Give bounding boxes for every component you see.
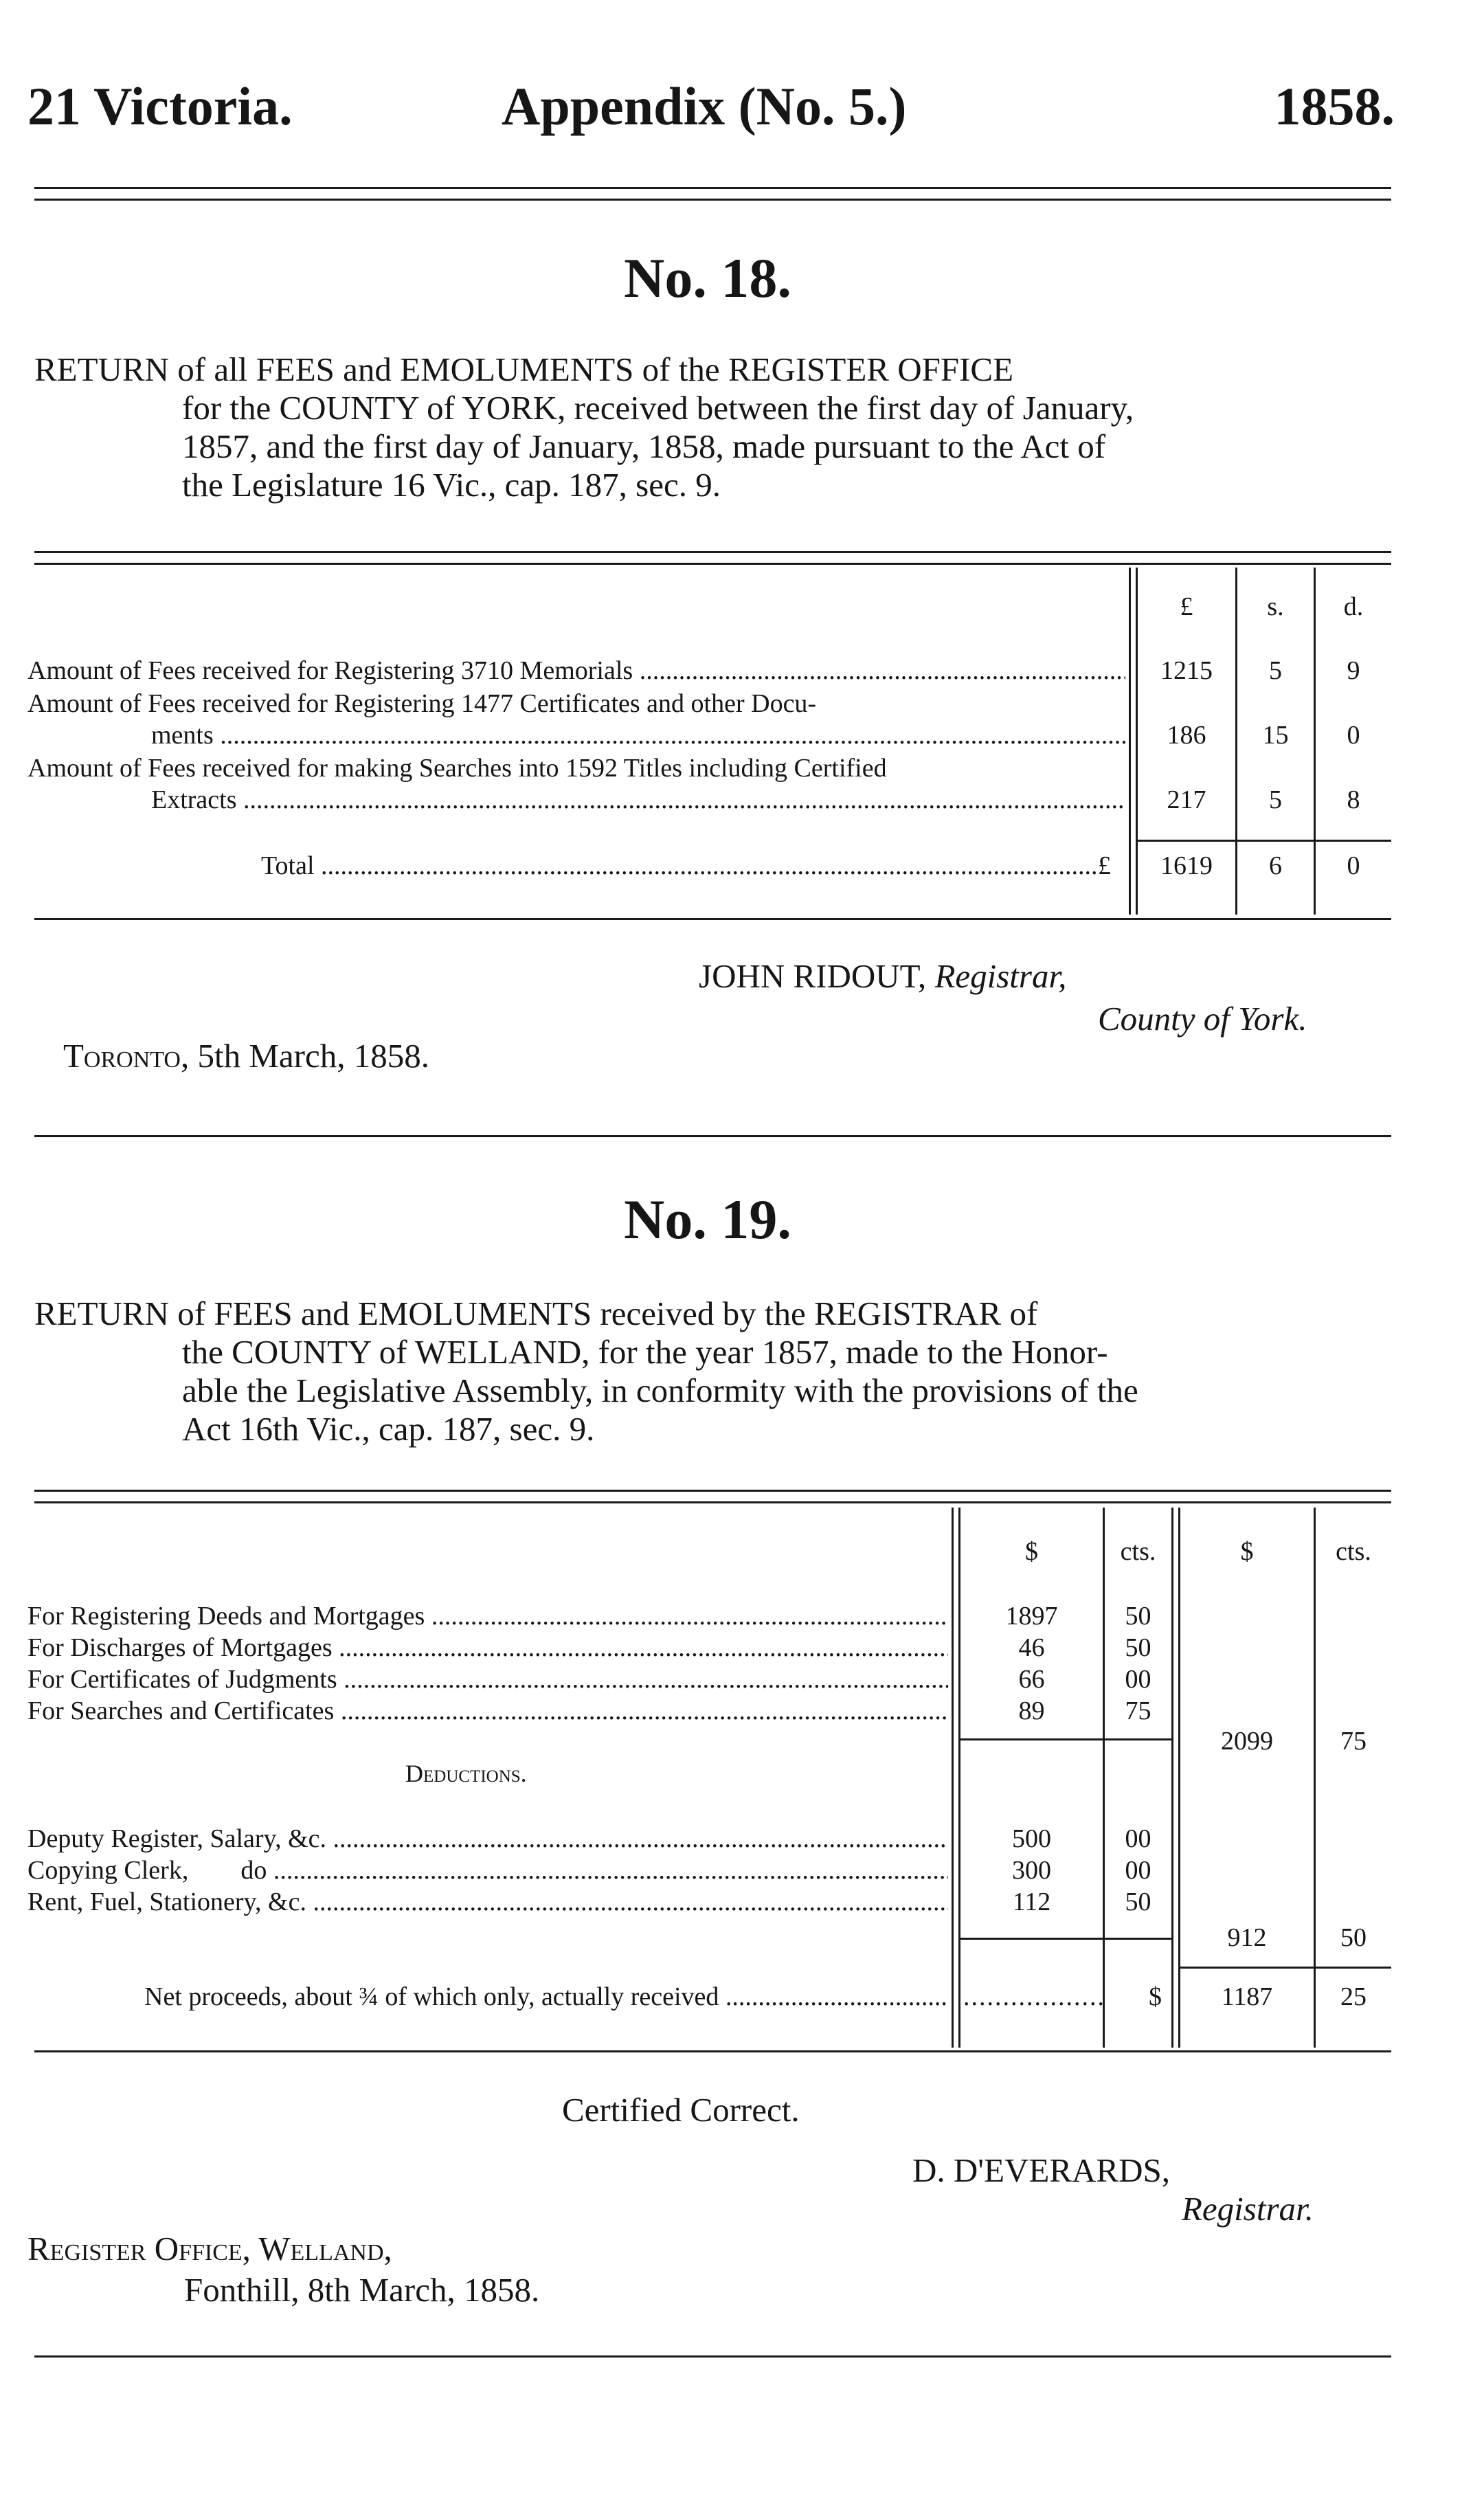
deduction-cents: 00 bbox=[1125, 1856, 1151, 1885]
row-pence: 8 bbox=[1347, 785, 1360, 814]
net-proceeds-label: Net proceeds, about ¾ of which only, actually received ..... bbox=[144, 1982, 948, 2012]
table-row-label-cont: Extracts ..... bbox=[151, 785, 1125, 815]
table-19-top-rule bbox=[34, 1490, 1391, 1503]
title-line: the COUNTY of WELLAND, for the year 1857, made to the Honor- bbox=[182, 1333, 1108, 1371]
title-line: the Legislature 16 Vic., cap. 187, sec. 9. bbox=[182, 466, 721, 504]
income-total-cents: 75 bbox=[1340, 1727, 1367, 1756]
column-head-dollars: $ bbox=[1025, 1537, 1038, 1566]
running-head bbox=[27, 76, 1395, 144]
deduction-cents: 00 bbox=[1125, 1824, 1151, 1853]
deduction-row-label: Copying Clerk, do ..... bbox=[27, 1855, 948, 1885]
column-head-cents-total: cts. bbox=[1336, 1537, 1371, 1566]
income-dollars: 1897 bbox=[1005, 1602, 1058, 1631]
certification: Certified Correct. bbox=[562, 2091, 800, 2129]
table-18-bottom-rule bbox=[34, 918, 1391, 920]
deduction-dollars: 300 bbox=[1012, 1856, 1051, 1885]
signatory-title: Registrar. bbox=[1182, 2190, 1314, 2228]
row-pounds: 1215 bbox=[1160, 656, 1213, 685]
signature-18 bbox=[699, 956, 1066, 996]
income-row-label: For Registering Deeds and Mortgages ..... bbox=[27, 1601, 948, 1631]
date: 5th March, 1858. bbox=[197, 1037, 429, 1075]
return-19-number: No. 19. bbox=[624, 1188, 791, 1251]
title-line: Act 16th Vic., cap. 187, sec. 9. bbox=[182, 1410, 595, 1448]
column-head-shillings: s. bbox=[1267, 592, 1284, 621]
signatory-name: D. D'EVERARDS, bbox=[912, 2151, 1170, 2189]
net-dollars: 1187 bbox=[1221, 1982, 1273, 2011]
deduction-dollars: 112 bbox=[1012, 1888, 1051, 1916]
column-head-cents: cts. bbox=[1120, 1537, 1156, 1566]
column-head-dollars-total: $ bbox=[1240, 1537, 1254, 1566]
table-row-label: Amount of Fees received for Registering 1477 Certificates and other Docu- bbox=[27, 689, 817, 718]
total-currency: £ bbox=[1098, 851, 1111, 880]
register-office: Register Office, Welland, bbox=[27, 2230, 392, 2268]
income-cents: 50 bbox=[1125, 1633, 1151, 1662]
income-dollars: 66 bbox=[1018, 1665, 1045, 1694]
income-row-label: For Discharges of Mortgages ..... bbox=[27, 1633, 948, 1663]
signatory-title: Registrar, bbox=[934, 957, 1067, 995]
net-leader-dots: .................. bbox=[963, 1982, 1105, 2011]
row-pence: 9 bbox=[1347, 656, 1360, 685]
place-date-18 bbox=[63, 1036, 429, 1075]
income-dollars: 89 bbox=[1018, 1697, 1045, 1725]
net-currency: $ bbox=[1149, 1982, 1162, 2011]
deductions-total-cents: 50 bbox=[1340, 1923, 1367, 1952]
row-pence: 0 bbox=[1347, 721, 1360, 750]
total-shillings: 6 bbox=[1269, 851, 1282, 880]
table-18 bbox=[27, 568, 1391, 915]
section-divider bbox=[34, 1135, 1391, 1137]
return-19-title bbox=[34, 1295, 1391, 1448]
row-shillings: 5 bbox=[1269, 656, 1282, 685]
income-total-dollars: 2099 bbox=[1221, 1727, 1273, 1756]
total-label: Total ..... bbox=[261, 851, 1096, 881]
total-pence: 0 bbox=[1347, 851, 1360, 880]
deduction-row-label: Rent, Fuel, Stationery, &c. ..... bbox=[27, 1887, 948, 1917]
row-pounds: 217 bbox=[1167, 785, 1206, 814]
signatory-county: County of York. bbox=[1098, 1000, 1307, 1038]
title-line: RETURN of FEES and EMOLUMENTS received by the REGISTRAR of bbox=[34, 1295, 1038, 1332]
income-row-label: For Searches and Certificates ..... bbox=[27, 1696, 948, 1726]
page-bottom-rule bbox=[34, 2355, 1391, 2358]
header-session: 21 Victoria. bbox=[27, 76, 293, 136]
header-double-rule bbox=[34, 187, 1391, 201]
income-cents: 50 bbox=[1125, 1602, 1151, 1631]
table-row-label: Amount of Fees received for Registering 3710 Memorials ..... bbox=[27, 656, 1125, 686]
header-year: 1858. bbox=[1274, 76, 1395, 136]
title-line: 1857, and the first day of January, 1858, made pursuant to the Act of bbox=[182, 427, 1106, 465]
title-line: able the Legislative Assembly, in conformity with the provisions of the bbox=[182, 1371, 1138, 1409]
column-head-pence: d. bbox=[1343, 592, 1364, 621]
table-row-label-cont: ments ..... bbox=[151, 720, 1125, 750]
deductions-total-dollars: 912 bbox=[1227, 1923, 1267, 1952]
net-cents: 25 bbox=[1340, 1982, 1367, 2011]
table-18-top-rule bbox=[34, 551, 1391, 565]
deduction-cents: 50 bbox=[1125, 1888, 1151, 1916]
row-pounds: 186 bbox=[1167, 721, 1206, 750]
header-appendix: Appendix (No. 5.) bbox=[502, 76, 907, 136]
deduction-row-label: Deputy Register, Salary, &c. ..... bbox=[27, 1824, 948, 1854]
deduction-dollars: 500 bbox=[1012, 1824, 1051, 1853]
place-date-19: Fonthill, 8th March, 1858. bbox=[184, 2271, 540, 2309]
income-cents: 00 bbox=[1125, 1665, 1151, 1694]
income-cents: 75 bbox=[1125, 1697, 1151, 1725]
column-head-pounds: £ bbox=[1180, 592, 1193, 621]
income-row-label: For Certificates of Judgments ..... bbox=[27, 1664, 948, 1694]
table-row-label: Amount of Fees received for making Searches into 1592 Titles including Certified bbox=[27, 754, 887, 783]
return-18-number: No. 18. bbox=[624, 247, 791, 309]
table-19 bbox=[27, 1508, 1391, 2048]
table-19-bottom-rule bbox=[34, 2050, 1391, 2052]
title-line: RETURN of all FEES and EMOLUMENTS of the REGISTER OFFICE bbox=[34, 350, 1014, 388]
total-pounds: 1619 bbox=[1160, 851, 1213, 880]
signatory-name: JOHN RIDOUT, bbox=[699, 957, 927, 995]
title-line: for the COUNTY of YORK, received between the first day of January, bbox=[182, 389, 1134, 427]
deductions-heading: Deductions. bbox=[405, 1760, 527, 1787]
income-dollars: 46 bbox=[1018, 1633, 1045, 1662]
row-shillings: 15 bbox=[1262, 721, 1289, 750]
return-18-title bbox=[34, 350, 1391, 504]
row-shillings: 5 bbox=[1269, 785, 1282, 814]
place: Toronto, bbox=[63, 1037, 190, 1075]
